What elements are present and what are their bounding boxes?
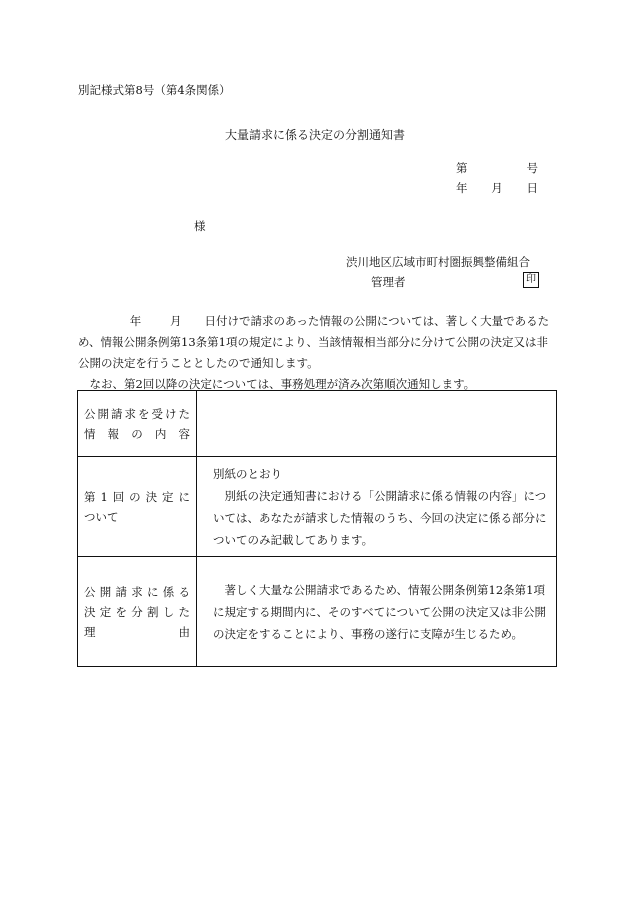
date-year: 年 <box>456 181 468 195</box>
table-row-requested-info <box>78 391 557 457</box>
decision-info-table <box>77 390 557 667</box>
date-day: 日 <box>526 181 538 195</box>
split-reason-text: 著しく大量な公開請求であるため、情報公開条例第12条第1項に規定する期間内に、そのすべてについて公開の決定又は非公開の決定をすることにより、事務の遂行に支障が生じるため。 <box>213 582 547 641</box>
value-requested-info <box>197 391 557 457</box>
document-title: 大量請求に係る決定の分割通知書 <box>224 128 405 142</box>
number-suffix: 号 <box>526 161 538 175</box>
date-month: 月 <box>491 181 503 195</box>
document-date <box>456 180 538 196</box>
notice-body <box>78 311 550 395</box>
label-requested-info: 公開請求を受けた 情報の内容 <box>78 391 197 457</box>
first-decision-line-2: 別紙の決定通知書における「公開請求に係る情報の内容」については、あなたが請求した情報のうち、今回の決定に係る部分についてのみ記載してあります。 <box>213 488 547 547</box>
label-split-reason: 公開請求に係る 決定を分割した 理由 <box>78 557 197 667</box>
label-first-decision: 第1回の決定に ついて <box>78 457 197 557</box>
table-row-first-decision <box>78 457 557 557</box>
body-paragraph-1-text: 日付けで請求のあった情報の公開については、著しく大量であるため、情報公開条例第13条第1項の規定により、当該情報相当部分に分けて公開の決定又は非公開の決定を行うこととしたので通知します。 <box>78 314 550 370</box>
seal-mark: 印 <box>523 272 539 288</box>
body-paragraph-2: なお、第2回以降の決定については、事務処理が済み次第順次通知します。 <box>89 377 476 391</box>
document-number <box>456 160 538 176</box>
issuer-organization: 渋川地区広域市町村圏振興整備組合 <box>346 255 530 269</box>
first-decision-line-1: 別紙のとおり <box>213 466 282 481</box>
body-month: 月 <box>170 314 182 328</box>
issuer-title: 管理者 <box>371 275 406 289</box>
value-split-reason <box>197 557 557 667</box>
recipient-suffix: 様 <box>194 219 206 233</box>
table-row-split-reason <box>78 557 557 667</box>
body-year: 年 <box>129 314 142 328</box>
body-paragraph-1 <box>78 311 550 374</box>
form-number-label: 別記様式第8号（第4条関係） <box>78 83 231 97</box>
value-first-decision <box>197 457 557 557</box>
number-prefix: 第 <box>456 161 468 175</box>
